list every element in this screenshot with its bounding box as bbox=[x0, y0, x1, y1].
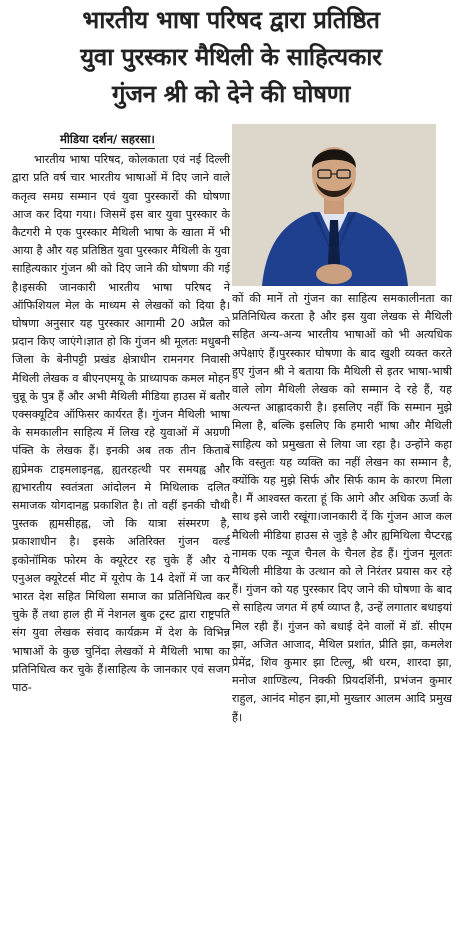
article-body-right: कों की मानें तो गुंजन का साहित्य समकालीनता का प्रतिनिधित्व करता है और इस युवा लेखक से मैथिली सहित अन्य-अन्य भारतीय भाषाओं को भी अत्यधिक अपेक्षाएं हैं।पुरस्कार घोषणा के बाद खुशी व्यक्त करते हुए गुंजन श्री ने बताया कि मैथिली से इतर भाषा-भाषी वाले लोग मैथिली लेखक को सम्मान दे रहे हैं, यह अत्यन्त आह्लादकारी है। इसलिए नहीं कि सम्मान मुझे मिला है, बल्कि इसलिए कि हमारी भाषा और मैथिली साहित्य को प्रमुखता से लिया जा रहा है। उन्होंने कहा कि वस्तुतः यह व्यक्ति का नहीं लेखन का सम्मान है, क्योंकि यह मुझे सिर्फ और सिर्फ काम के कारण मिला है। मैं आश्वस्त करता हूं कि आगे और अधिक ऊर्जा के साथ इसे जारी रखूंगा।जानकारी दें कि गुंजन आज कल मैथिली मीडिया हाउस से जुड़े है और ह्यमिथिला चैप्टरह्व नामक एक न्यूज चैनल के चैनल हेड हैं। गुंजन मूलतः मैथिली मीडिया के उत्थान को ले निरंतर प्रयास कर रहे हैं। गुंजन को यह पुरस्कार दिए जाने की घोषणा के बाद से साहित्य जगत में हर्ष व्याप्त है, उन्हें लगातार बधाइयां मिल रही हैं। गुंजन को बधाई देने वालों में डॉ. सीएम झा, अजित आजाद, मैथिल प्रशांत, प्रीति झा, कमलेश प्रेमेंद्र, शिव कुमार झा टिल्लू, श्री धरम, शारदा झा, मनोज शाण्डिल्य, निक्की प्रियदर्शिनी, प्रभंजन कुमार राहुल, आनंद मोहन झा,मो मुख्तार आलम आदि प्रमुख हैं। bbox=[232, 292, 452, 724]
byline: मीडिया दर्शन/ सहरसा। bbox=[60, 130, 155, 149]
author-portrait-image bbox=[232, 124, 436, 286]
headline-line-1: भारतीय भाषा परिषद द्वारा प्रतिष्ठित bbox=[82, 6, 380, 34]
headline-line-3: गुंजन श्री को देने की घोषणा bbox=[111, 80, 351, 108]
article-left-column bbox=[12, 130, 230, 697]
author-photo bbox=[232, 124, 436, 286]
article-body-left: भारतीय भाषा परिषद, कोलकाता एवं नई दिल्ली द्वारा प्रति वर्ष चार भारतीय भाषाओं में दिए जाने वाले कतृत्व समग्र सम्मान एवं युवा पुरस्कारों की घोषणा आज कर दिया गया। जिसमें इस बार युवा पुरस्कार के कैटगरी मे एक पुरस्कार मैथिली भाषा के खाता में भी आया है और यह प्रतिष्ठित युवा पुरस्कार मैथिली के युवा साहित्यकार गुंजन श्री को दिए जाने की घोषणा की गई है।इसकी जानकारी भारतीय भाषा परिषद ने ऑफिशियल मेल के माध्यम से लेखकों को दिया है। घोषणा अनुसार यह पुरस्कार आगामी 20 अप्रैल को प्रदान किए जाएंगे।ज्ञात हो कि गुंजन श्री मूलतः मधुबनी जिला के बेनीपट्टी प्रखंड क्षेत्राधीन रामनगर निवासी मैथिली लेखक व बीएनएमयू के प्राध्यापक कमल मोहन चुन्नू के पुत्र हैं और अभी मैथिली मीडिया हाउस में बतौर एक्सक्यूटिव ऑफिसर कार्यरत हैं। गुंजन मैथिली भाषा के समकालीन साहित्य में लिख रहे युवाओं में अग्रणी पंक्ति के लेखक हैं। इनकी अब तक तीन किताबें ह्यप्रेमक टाइमलाइनह्व, ह्यतरहत्थी पर समयह्व और ह्यभारतीय स्वतंत्रता आंदोलन मे मिथिलाक दलित समाजक योगदानह्व प्रकाशित है। तो वहीं इनकी चौथी पुस्तक ह्यमसीहह्व, जो कि यात्रा संस्मरण है, प्रकाशाधीन है। इसके अतिरिक्त गुंजन वर्ल्ड इकोनॉमिक फोरम के क्यूरेटर रह चुके हैं और ये एनुअल क्यूरेटर्स मीट में यूरोप के 14 देशों में जा कर भारत देश सहित मिथिला समाज का प्रतिनिधित्व कर चुके हैं तथा हाल ही में नेशनल बुक ट्रस्ट द्वारा राष्ट्रपति संग युवा लेखक संवाद कार्यक्रम में देश के विभिन्न भाषाओं के कुछ चुनिंदा लेखकों मे मैथिली भाषा का प्रतिनिधित्व कर चुके हैं।साहित्य के जानकार एवं सजग पाठ- bbox=[12, 153, 230, 695]
headline bbox=[0, 2, 462, 113]
headline-line-2: युवा पुरस्कार मैथिली के साहित्यकार bbox=[80, 43, 382, 71]
article-right-column bbox=[232, 290, 452, 727]
